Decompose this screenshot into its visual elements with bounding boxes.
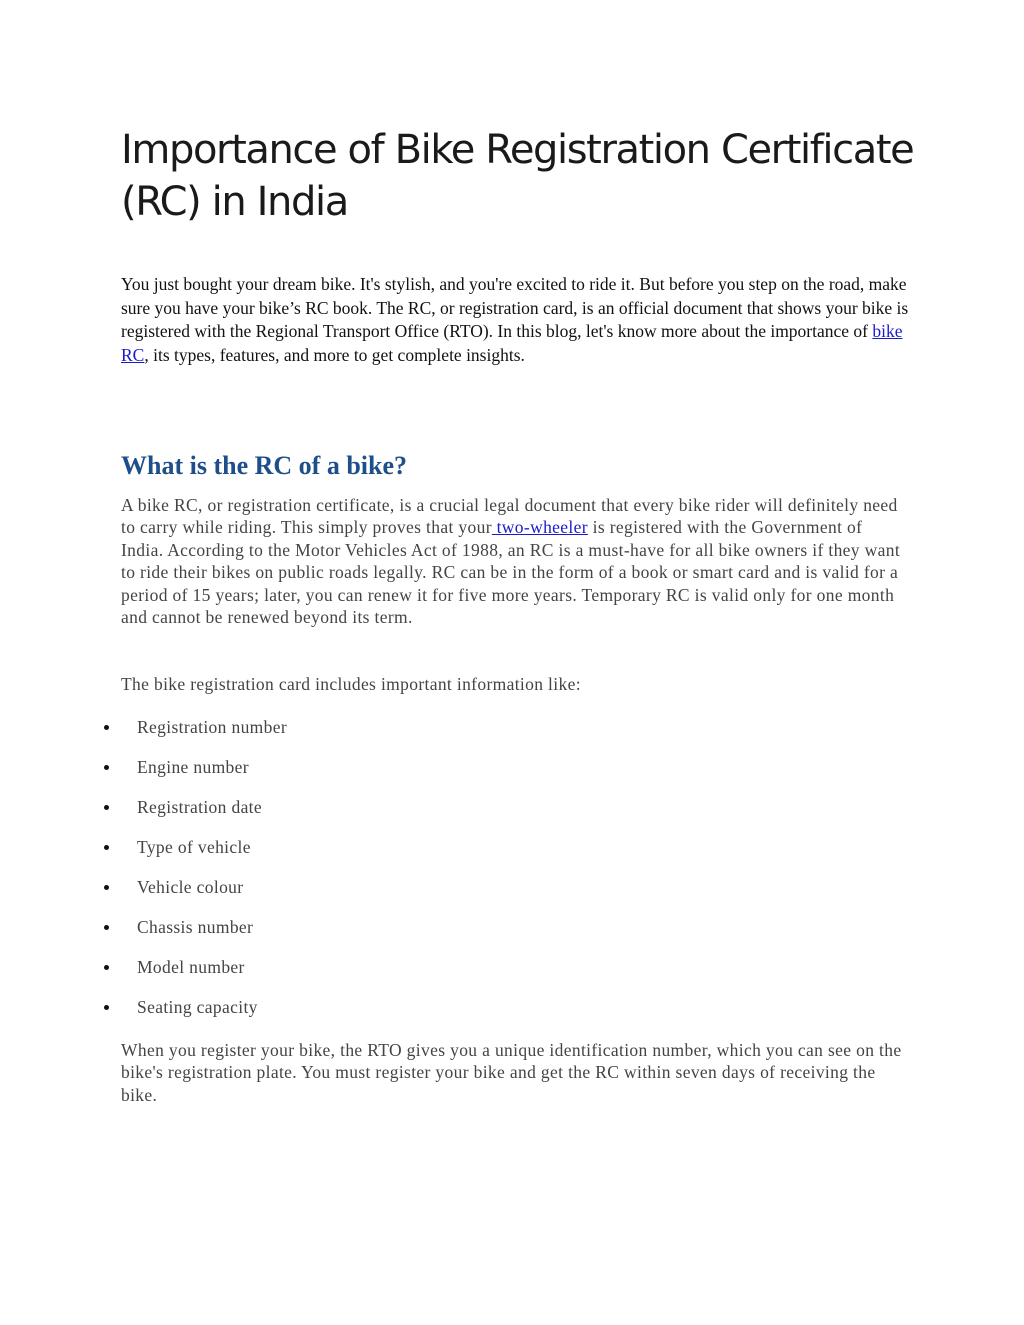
list-item-text: Engine number [137, 757, 249, 777]
list-item-text: Registration date [137, 797, 263, 817]
list-intro-paragraph: The bike registration card includes important information like: [121, 674, 581, 694]
list-item-text: Seating capacity [137, 997, 258, 1017]
bullet-icon [104, 805, 109, 810]
list-item [0, 756, 600, 796]
bullet-icon [104, 885, 109, 890]
list-item-text: Registration number [137, 717, 288, 737]
list-item [0, 796, 600, 836]
list-item-text: Model number [137, 957, 245, 977]
list-item-text: Type of vehicle [137, 837, 251, 857]
two-wheeler-link[interactable]: two-wheeler [491, 517, 588, 538]
list-item [0, 876, 600, 916]
registration-plate-paragraph: When you register your bike, the RTO gives you a unique identification number, which you can see on the bike's registration plate. You must register your bike and get the RC within seven days of receiving the bike. [121, 1040, 902, 1105]
rc-information-list [0, 716, 600, 1036]
intro-text-before-link: You just bought your dream bike. It's stylish, and you're excited to ride it. But before you step on the road, make sure you have your bike’s RC book. The RC, or registration card, is an official document that shows your bike is registered with the Regional Transport Office (RTO). In this blog, let's know more about the importance of [121, 274, 909, 342]
list-item [0, 716, 600, 756]
bullet-icon [104, 965, 109, 970]
list-item [0, 996, 600, 1036]
page-title: Importance of Bike Registration Certificate (RC) in India [121, 127, 914, 225]
list-item [0, 836, 600, 876]
bullet-icon [104, 725, 109, 730]
intro-text-after-link: , its types, features, and more to get complete insights. [144, 344, 525, 365]
section-heading: What is the RC of a bike? [121, 451, 408, 480]
definition-text-before-link: A bike RC, or registration certificate, is a crucial legal document that every bike rider will definitely need to carry while riding. This simply proves that your [121, 495, 898, 538]
list-item [0, 956, 600, 996]
rc-definition-paragraph [121, 494, 906, 628]
intro-paragraph [121, 273, 911, 367]
list-item-text: Chassis number [137, 917, 254, 937]
definition-text-after-link: is registered with the Government of India. According to the Motor Vehicles Act of 1988, an RC is a must-have for all bike owners if they want to ride their bikes on public roads legally. RC can be in the form of a book or smart card and is valid for a period of 15 years; later, you can renew it for five more years. Temporary RC is valid only for one month and cannot be renewed beyond its term. [121, 517, 901, 628]
bike-rc-link[interactable]: bike RC [121, 321, 903, 365]
bullet-icon [104, 1005, 109, 1010]
bullet-icon [104, 765, 109, 770]
list-item-text: Vehicle colour [137, 877, 244, 897]
list-item [0, 916, 600, 956]
bullet-icon [104, 845, 109, 850]
bullet-icon [104, 925, 109, 930]
